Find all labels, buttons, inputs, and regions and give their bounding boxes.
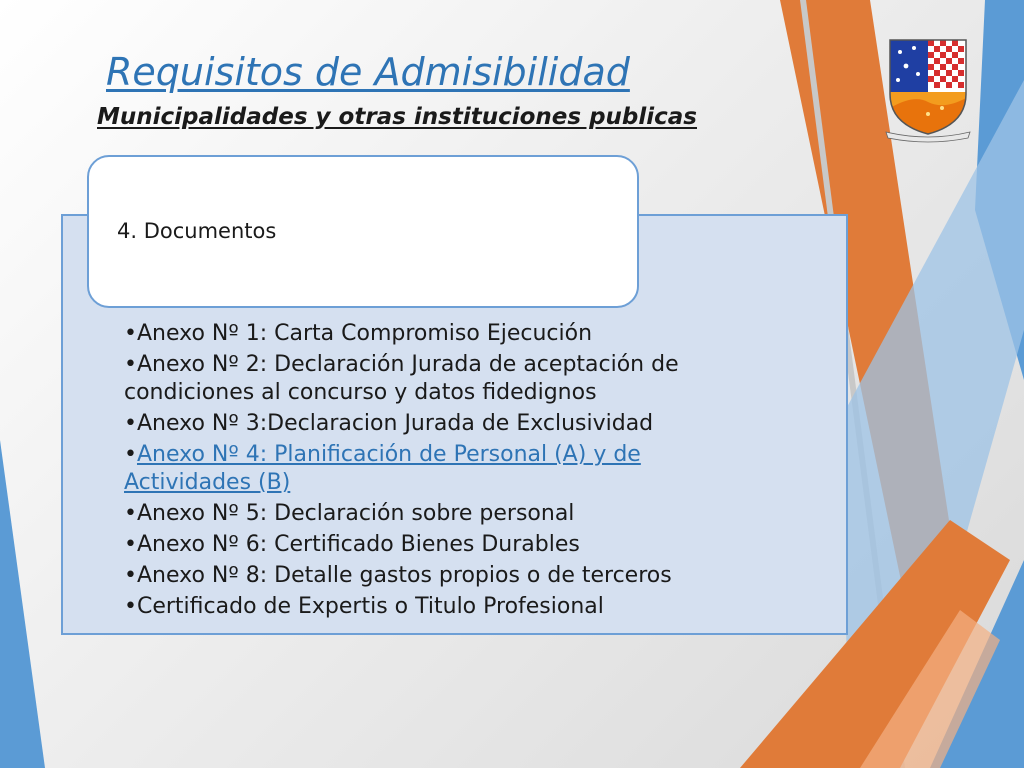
- list-item: [124, 531, 724, 559]
- slide-title: Requisitos de Admisibilidad: [106, 50, 630, 94]
- bullet: •: [124, 321, 137, 346]
- left-blue-stripe: [0, 440, 45, 768]
- list-item: [124, 562, 724, 590]
- bullet: •: [124, 352, 137, 377]
- documents-list: [124, 320, 724, 624]
- bullet: •: [124, 501, 137, 526]
- list-item: [124, 441, 724, 497]
- item-text: Anexo Nº 2: Declaración Jurada de aceptación de condiciones al concurso y datos fidedignos: [124, 352, 679, 405]
- bullet: •: [124, 594, 137, 619]
- item-text: Anexo Nº 1: Carta Compromiso Ejecución: [136, 321, 593, 346]
- bullet: •: [124, 563, 137, 588]
- item-text: Anexo Nº 8: Detalle gastos propios o de terceros: [136, 563, 672, 588]
- regional-crest-logo: [884, 36, 972, 144]
- list-item: [124, 410, 724, 438]
- bullet: •: [124, 411, 137, 436]
- anexo-4-link[interactable]: Anexo Nº 4: Planificación de Personal (A) y de Actividades (B): [124, 442, 641, 495]
- list-item: [124, 351, 724, 407]
- item-text: Anexo Nº 5: Declaración sobre personal: [136, 501, 575, 526]
- slide-subtitle: Municipalidades y otras instituciones publicas: [97, 104, 697, 130]
- section-header-text: 4. Documentos: [117, 219, 277, 243]
- bullet: •: [124, 442, 137, 467]
- section-header-box: [87, 155, 639, 308]
- item-text: Certificado de Expertis o Titulo Profesional: [136, 594, 604, 619]
- list-item: [124, 593, 724, 621]
- list-item: [124, 500, 724, 528]
- list-item: [124, 320, 724, 348]
- item-text: Anexo Nº 3:Declaracion Jurada de Exclusividad: [136, 411, 654, 436]
- bullet: •: [124, 532, 137, 557]
- item-text: Anexo Nº 6: Certificado Bienes Durables: [136, 532, 580, 557]
